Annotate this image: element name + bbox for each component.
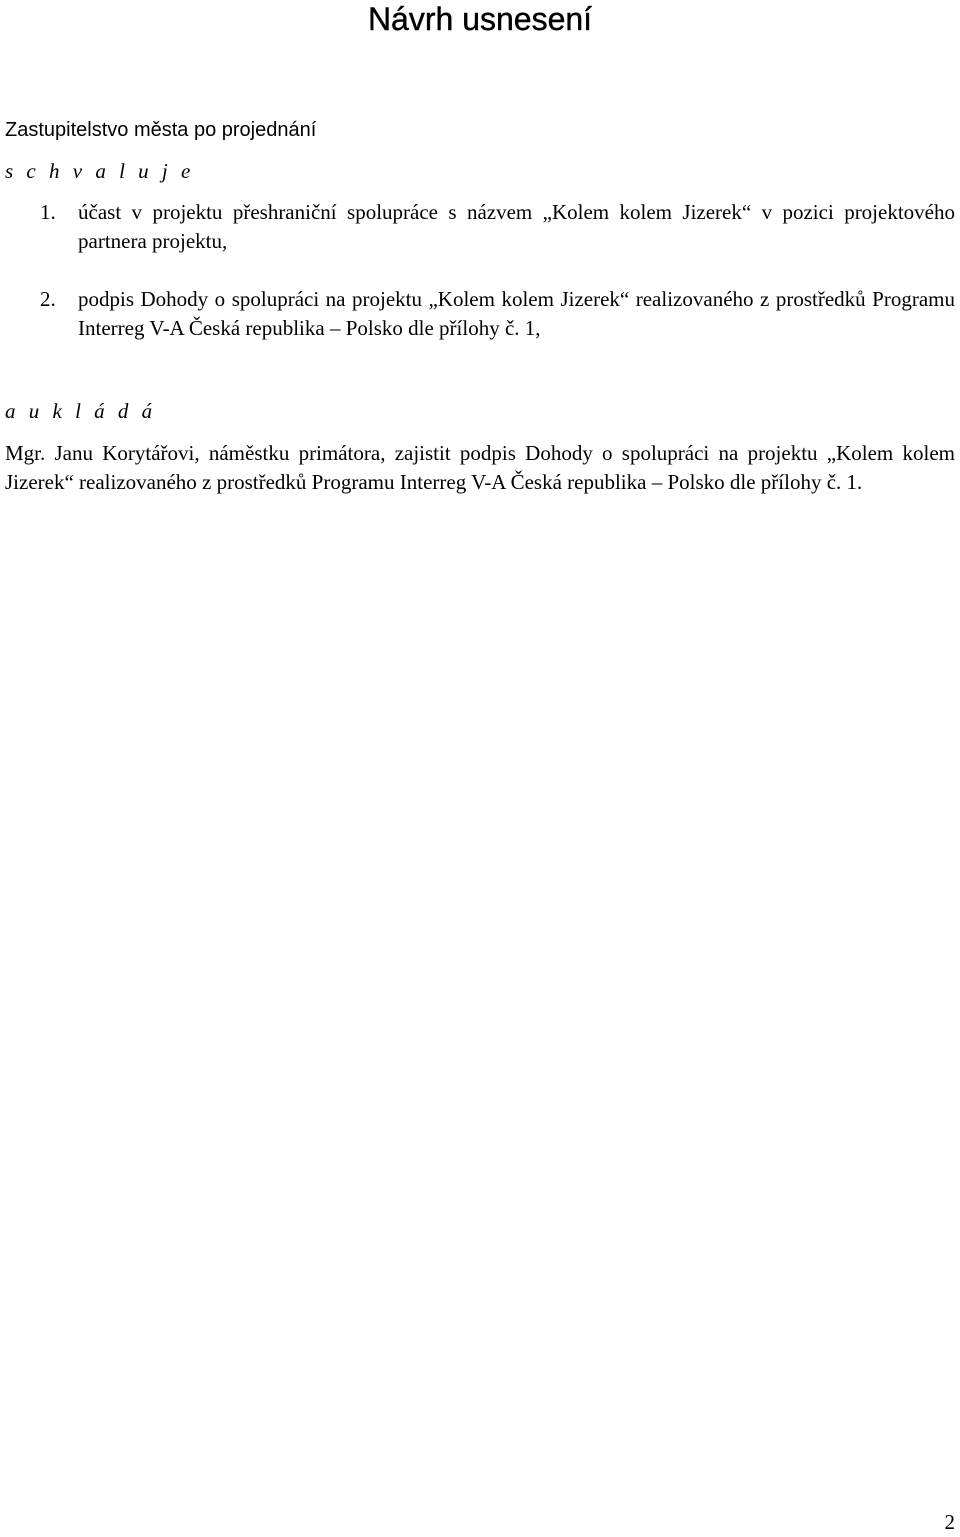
list-item-number: 1. [40,200,56,224]
list-item-text: podpis Dohody o spolupráci na projektu „Kolem kolem Jizerek“ realizovaného z prostředků Programu Interreg V-A Česká republika – Polsko dle přílohy č. 1, [78,287,955,340]
list-item [40,285,955,343]
orders-heading: a u k l á d á [5,399,157,423]
intro-text: Zastupitelstvo města po projednání [5,119,317,141]
order-paragraph: Mgr. Janu Korytářovi, náměstku primátora, zajistit podpis Dohody o spolupráci na projektu „Kolem kolem Jizerek“ realizovaného z prostředků Programu Interreg V-A Česká republika – Polsko dle přílohy č. 1. [5,441,955,494]
list-item-text: účast v projektu přeshraniční spolupráce s názvem „Kolem kolem Jizerek“ v pozici projektového partnera projektu, [78,200,955,253]
page-title: Návrh usnesení [367,1,593,37]
approves-heading: s c h v a l u j e [5,159,195,183]
page-number: 2 [944,1510,955,1534]
list-item [40,198,955,256]
list-item-number: 2. [40,287,56,311]
